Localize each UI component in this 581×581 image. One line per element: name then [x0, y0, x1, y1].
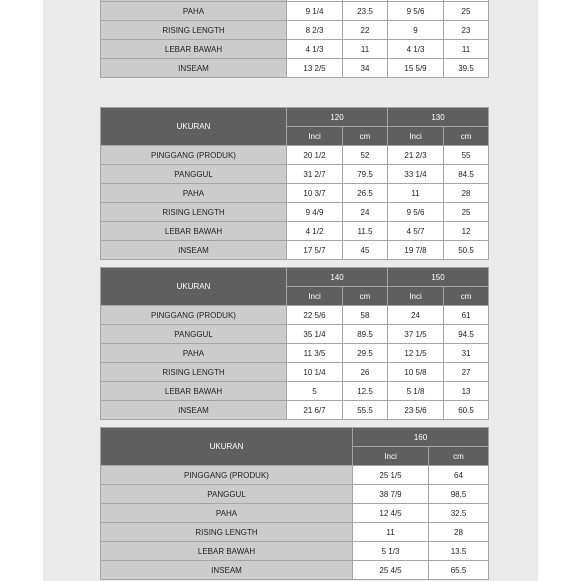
- measurement-value: 38 7/9: [353, 485, 429, 504]
- measurement-value: 11: [343, 40, 388, 59]
- size-table-4: [100, 427, 489, 580]
- table-row: [101, 401, 489, 420]
- table-row: [101, 306, 489, 325]
- table-row: [101, 542, 489, 561]
- measurement-value: 29.5: [343, 344, 388, 363]
- measurement-value: 31 2/7: [287, 165, 343, 184]
- measurement-value: 19 7/8: [388, 241, 444, 260]
- measurement-label: INSEAM: [101, 241, 287, 260]
- measurement-value: 23 5/6: [388, 401, 444, 420]
- measurement-value: 25 1/5: [353, 466, 429, 485]
- table-row: [101, 382, 489, 401]
- measurement-value: 22 5/6: [287, 306, 343, 325]
- measurement-value: 17 5/7: [287, 241, 343, 260]
- table-row: [101, 363, 489, 382]
- measurement-value: 4 5/7: [388, 222, 444, 241]
- measurement-label: INSEAM: [101, 561, 353, 580]
- measurement-label: LEBAR BAWAH: [101, 222, 287, 241]
- unit-header: cm: [444, 287, 489, 306]
- table-row: [101, 2, 489, 21]
- measurement-value: 55.5: [343, 401, 388, 420]
- table-row: [101, 561, 489, 580]
- measurement-value: 12: [444, 222, 489, 241]
- measurement-value: 12.5: [343, 382, 388, 401]
- measurement-label: INSEAM: [101, 59, 287, 78]
- measurement-value: 64: [429, 466, 489, 485]
- measurement-value: 9 5/6: [388, 2, 444, 21]
- unit-header: cm: [429, 447, 489, 466]
- size-header-label: UKURAN: [101, 268, 287, 306]
- measurement-value: 61: [444, 306, 489, 325]
- measurement-value: 8 2/3: [287, 21, 343, 40]
- measurement-value: 12 1/5: [388, 344, 444, 363]
- measurement-value: 79.5: [343, 165, 388, 184]
- measurement-label: PANGGUL: [101, 165, 287, 184]
- table-row: [101, 203, 489, 222]
- measurement-value: 11: [388, 184, 444, 203]
- measurement-value: 9 4/9: [287, 203, 343, 222]
- unit-header: cm: [343, 127, 388, 146]
- table-row: [101, 504, 489, 523]
- measurement-value: 52: [343, 146, 388, 165]
- measurement-value: 10 1/4: [287, 363, 343, 382]
- measurement-value: 26.5: [343, 184, 388, 203]
- unit-header: Inci: [287, 127, 343, 146]
- table-row: [101, 146, 489, 165]
- measurement-value: 9 1/4: [287, 2, 343, 21]
- measurement-value: 21 6/7: [287, 401, 343, 420]
- measurement-label: RISING LENGTH: [101, 523, 353, 542]
- measurement-value: 25 4/5: [353, 561, 429, 580]
- measurement-value: 26: [343, 363, 388, 382]
- measurement-label: PAHA: [101, 2, 287, 21]
- measurement-value: 25: [444, 203, 489, 222]
- measurement-value: 15 5/9: [388, 59, 444, 78]
- measurement-value: 55: [444, 146, 489, 165]
- table-row: [101, 40, 489, 59]
- measurement-value: 24: [388, 306, 444, 325]
- measurement-value: 24: [343, 203, 388, 222]
- measurement-value: 22: [343, 21, 388, 40]
- measurement-value: 4 1/3: [388, 40, 444, 59]
- measurement-value: 9: [388, 21, 444, 40]
- measurement-label: LEBAR BAWAH: [101, 382, 287, 401]
- table-row: [101, 222, 489, 241]
- measurement-value: 10 3/7: [287, 184, 343, 203]
- measurement-value: 60.5: [444, 401, 489, 420]
- size-column-header: 150: [388, 268, 489, 287]
- measurement-label: LEBAR BAWAH: [101, 542, 353, 561]
- measurement-value: 9 5/6: [388, 203, 444, 222]
- table-row: [101, 165, 489, 184]
- table-row: [101, 466, 489, 485]
- unit-header: Inci: [353, 447, 429, 466]
- size-column-header: 160: [353, 428, 489, 447]
- measurement-value: 32.5: [429, 504, 489, 523]
- measurement-value: 50.5: [444, 241, 489, 260]
- measurement-value: 98.5: [429, 485, 489, 504]
- measurement-value: 5: [287, 382, 343, 401]
- table-row: [101, 21, 489, 40]
- measurement-label: PAHA: [101, 184, 287, 203]
- measurement-label: PANGGUL: [101, 485, 353, 504]
- measurement-value: 45: [343, 241, 388, 260]
- unit-header: cm: [444, 127, 489, 146]
- measurement-value: 11: [353, 523, 429, 542]
- measurement-value: 13: [444, 382, 489, 401]
- measurement-value: 4 1/2: [287, 222, 343, 241]
- measurement-value: 23.5: [343, 2, 388, 21]
- table-row: [101, 523, 489, 542]
- measurement-value: 94.5: [444, 325, 489, 344]
- unit-header: Inci: [287, 287, 343, 306]
- measurement-label: LEBAR BAWAH: [101, 40, 287, 59]
- measurement-value: 23: [444, 21, 489, 40]
- measurement-value: 13.5: [429, 542, 489, 561]
- size-header-label: UKURAN: [101, 108, 287, 146]
- measurement-label: RISING LENGTH: [101, 21, 287, 40]
- measurement-value: 20 1/2: [287, 146, 343, 165]
- measurement-label: PINGGANG (PRODUK): [101, 306, 287, 325]
- measurement-value: 11 3/5: [287, 344, 343, 363]
- measurement-value: 25: [444, 2, 489, 21]
- measurement-label: PINGGANG (PRODUK): [101, 466, 353, 485]
- measurement-value: 12 4/5: [353, 504, 429, 523]
- size-table-2: [100, 107, 489, 260]
- measurement-label: RISING LENGTH: [101, 203, 287, 222]
- table-row: [101, 59, 489, 78]
- measurement-value: 11.5: [343, 222, 388, 241]
- table-row: [101, 184, 489, 203]
- measurement-value: 35 1/4: [287, 325, 343, 344]
- table-row: [101, 241, 489, 260]
- size-header-label: UKURAN: [101, 428, 353, 466]
- measurement-value: 28: [444, 184, 489, 203]
- measurement-value: 13 2/5: [287, 59, 343, 78]
- measurement-value: 65.5: [429, 561, 489, 580]
- measurement-label: PAHA: [101, 504, 353, 523]
- measurement-label: RISING LENGTH: [101, 363, 287, 382]
- measurement-value: 34: [343, 59, 388, 78]
- unit-header: Inci: [388, 127, 444, 146]
- table-row: [101, 325, 489, 344]
- measurement-value: 84.5: [444, 165, 489, 184]
- measurement-label: INSEAM: [101, 401, 287, 420]
- measurement-value: 11: [444, 40, 489, 59]
- measurement-value: 37 1/5: [388, 325, 444, 344]
- unit-header: cm: [343, 287, 388, 306]
- size-table-3: [100, 267, 489, 420]
- size-table-1: [100, 0, 489, 78]
- measurement-label: PANGGUL: [101, 325, 287, 344]
- measurement-value: 5 1/8: [388, 382, 444, 401]
- measurement-value: 21 2/3: [388, 146, 444, 165]
- measurement-value: 31: [444, 344, 489, 363]
- measurement-value: 58: [343, 306, 388, 325]
- size-column-header: 120: [287, 108, 388, 127]
- size-column-header: 130: [388, 108, 489, 127]
- measurement-value: 5 1/3: [353, 542, 429, 561]
- measurement-value: 39.5: [444, 59, 489, 78]
- measurement-label: PINGGANG (PRODUK): [101, 146, 287, 165]
- measurement-value: 33 1/4: [388, 165, 444, 184]
- measurement-value: 4 1/3: [287, 40, 343, 59]
- measurement-value: 28: [429, 523, 489, 542]
- unit-header: Inci: [388, 287, 444, 306]
- size-column-header: 140: [287, 268, 388, 287]
- table-row: [101, 485, 489, 504]
- table-row: [101, 344, 489, 363]
- measurement-value: 10 5/8: [388, 363, 444, 382]
- measurement-value: 27: [444, 363, 489, 382]
- measurement-label: PAHA: [101, 344, 287, 363]
- measurement-value: 89.5: [343, 325, 388, 344]
